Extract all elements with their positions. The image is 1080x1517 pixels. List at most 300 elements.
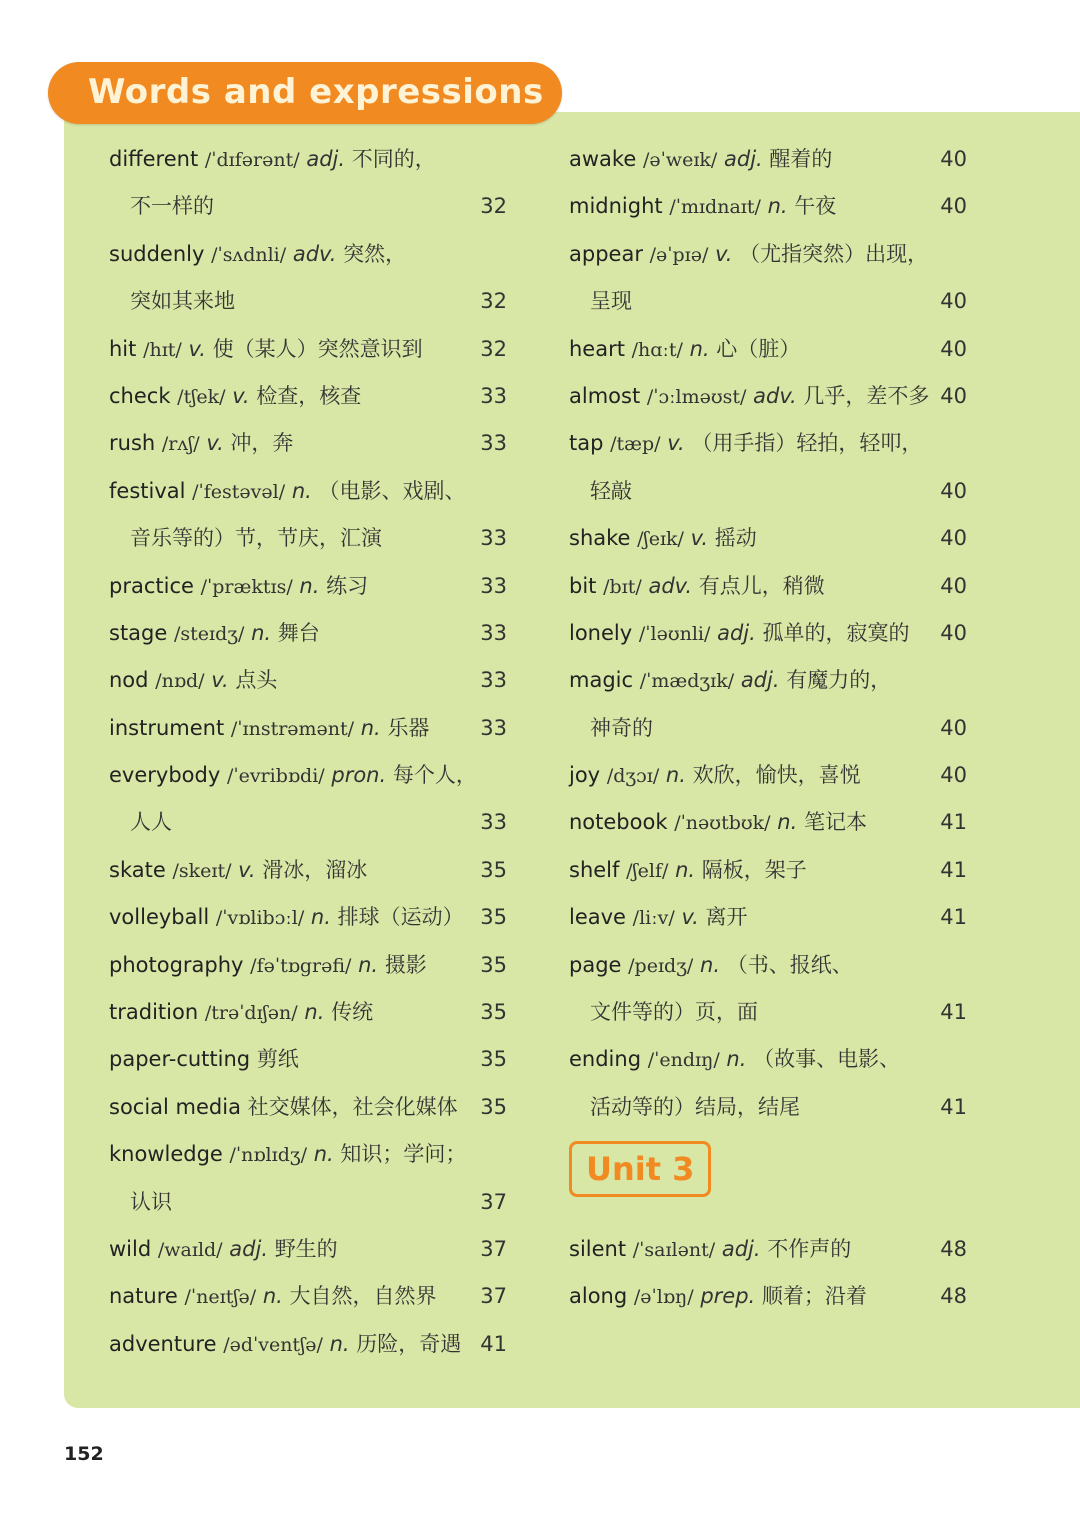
vocab-entry bbox=[569, 231, 967, 278]
entry-meaning: 有魔力的， bbox=[786, 668, 892, 693]
entry-page-ref: 41 bbox=[940, 857, 967, 882]
vocab-entry bbox=[569, 420, 967, 467]
entry-text bbox=[109, 231, 406, 279]
vocab-entry bbox=[569, 183, 967, 230]
entry-part-of-speech: n. bbox=[360, 715, 381, 740]
vocab-entry bbox=[109, 1321, 507, 1368]
entry-word: bit bbox=[569, 573, 597, 598]
entry-word: appear bbox=[569, 241, 643, 266]
entry-part-of-speech: v. bbox=[715, 241, 733, 266]
entry-word: stage bbox=[109, 620, 168, 645]
vocab-entry bbox=[109, 563, 507, 610]
entry-text bbox=[590, 468, 632, 515]
entry-page-ref: 33 bbox=[480, 573, 507, 598]
entry-continuation bbox=[569, 468, 967, 515]
entry-page-ref: 40 bbox=[940, 526, 967, 551]
entry-page-ref: 35 bbox=[480, 857, 507, 882]
vocab-entry bbox=[109, 1084, 507, 1131]
entry-text bbox=[109, 752, 477, 800]
entry-page-ref: 33 bbox=[480, 620, 507, 645]
entry-page-ref: 48 bbox=[940, 1284, 967, 1309]
entry-phonetic: /nɒd/ bbox=[155, 670, 205, 693]
vocab-entry bbox=[109, 373, 507, 420]
entry-part-of-speech: v. bbox=[690, 526, 709, 551]
entry-text bbox=[569, 657, 891, 705]
entry-continuation bbox=[109, 1179, 507, 1226]
entry-page-ref: 37 bbox=[480, 1284, 507, 1309]
entry-page-ref: 41 bbox=[940, 810, 967, 835]
entry-meaning: （电影、戏剧、 bbox=[318, 478, 466, 503]
vocab-entry bbox=[109, 1226, 507, 1273]
entry-part-of-speech: adv. bbox=[648, 573, 693, 598]
entry-phonetic: /ʃelf/ bbox=[626, 859, 669, 882]
entry-word: wild bbox=[109, 1236, 152, 1261]
entry-text bbox=[109, 989, 373, 1037]
entry-phonetic: /ˈmɪdnaɪt/ bbox=[669, 196, 761, 219]
entry-meaning: 突然， bbox=[343, 241, 407, 266]
vocab-entry bbox=[569, 894, 967, 941]
entry-phonetic: /hɪt/ bbox=[143, 338, 182, 361]
entry-word: practice bbox=[109, 573, 194, 598]
unit-heading: Unit 3 bbox=[569, 1141, 711, 1197]
entry-word: hit bbox=[109, 336, 137, 361]
entry-text bbox=[109, 847, 367, 895]
entry-meaning: 练习 bbox=[326, 573, 369, 598]
entry-text bbox=[569, 373, 929, 421]
entry-meaning: 醒着的 bbox=[769, 147, 833, 171]
entry-text bbox=[569, 894, 748, 942]
entry-meaning: 文件等的）页，面 bbox=[590, 1000, 758, 1025]
entry-meaning: 冲，奔 bbox=[230, 431, 294, 456]
entry-phonetic: /waɪld/ bbox=[157, 1238, 223, 1261]
entry-page-ref: 32 bbox=[480, 289, 507, 314]
entry-meaning: （尤指突然）出现， bbox=[739, 241, 929, 266]
entry-phonetic: /dʒɔɪ/ bbox=[606, 765, 660, 788]
entry-text bbox=[569, 183, 836, 231]
entry-text bbox=[109, 373, 361, 421]
entry-part-of-speech: v. bbox=[238, 857, 256, 882]
vocab-entry bbox=[109, 847, 507, 894]
entry-word: social media bbox=[109, 1094, 241, 1119]
entry-word: different bbox=[109, 147, 199, 171]
entry-meaning: 排球（运动） bbox=[337, 905, 464, 930]
entry-meaning: 点头 bbox=[235, 668, 278, 693]
entry-text bbox=[109, 1131, 466, 1179]
entry-meaning: 顺着；沿着 bbox=[761, 1284, 867, 1309]
entry-meaning: 笔记本 bbox=[803, 810, 867, 835]
entry-word: midnight bbox=[569, 194, 663, 219]
entry-phonetic: /steɪdʒ/ bbox=[173, 622, 245, 645]
entry-meaning: 隔板，架子 bbox=[701, 857, 807, 882]
entry-word: page bbox=[569, 952, 622, 977]
entry-word: notebook bbox=[569, 810, 668, 835]
entry-meaning: 不同的， bbox=[351, 147, 436, 171]
entry-page-ref: 37 bbox=[480, 1189, 507, 1214]
entry-part-of-speech: adj. bbox=[229, 1236, 268, 1261]
entry-phonetic: /ˈnɒlɪdʒ/ bbox=[229, 1144, 307, 1167]
entry-meaning: 滑冰，溜冰 bbox=[262, 857, 368, 882]
entry-meaning: （用手指）轻拍，轻叩， bbox=[691, 431, 923, 456]
vocab-entry bbox=[569, 326, 967, 373]
entry-page-ref: 41 bbox=[940, 905, 967, 930]
entry-word: shake bbox=[569, 526, 631, 551]
entry-meaning: 有点儿，稍微 bbox=[698, 573, 825, 598]
vocab-entry bbox=[569, 610, 967, 657]
entry-text bbox=[590, 705, 653, 752]
section-banner bbox=[48, 62, 562, 124]
entry-meaning: 突如其来地 bbox=[130, 289, 235, 314]
entry-text bbox=[130, 1179, 172, 1226]
entry-continuation bbox=[569, 1084, 967, 1131]
entry-page-ref: 40 bbox=[940, 478, 967, 503]
entry-phonetic: /ˈpræktɪs/ bbox=[200, 575, 293, 598]
entry-part-of-speech: n. bbox=[665, 763, 686, 788]
entry-page-ref: 35 bbox=[480, 1094, 507, 1119]
entry-meaning: 社交媒体，社会化媒体 bbox=[247, 1094, 458, 1119]
entry-part-of-speech: v. bbox=[188, 336, 206, 361]
entry-meaning: 神奇的 bbox=[590, 715, 653, 740]
entry-continuation bbox=[569, 989, 967, 1036]
vocab-entry bbox=[569, 942, 967, 989]
vocab-entry bbox=[569, 373, 967, 420]
entry-text bbox=[569, 1036, 900, 1084]
entry-meaning: 摄影 bbox=[384, 952, 427, 977]
entry-phonetic: /əˈlɒŋ/ bbox=[633, 1286, 694, 1309]
left-column bbox=[109, 136, 507, 1368]
vocab-entry bbox=[569, 1036, 967, 1083]
entry-part-of-speech: v. bbox=[206, 431, 224, 456]
entry-phonetic: /ˈɔːlməʊst/ bbox=[646, 385, 747, 408]
entry-word: along bbox=[569, 1284, 628, 1309]
entry-page-ref: 41 bbox=[480, 1331, 507, 1356]
entry-meaning: 心（脏） bbox=[716, 336, 801, 361]
vocab-entry bbox=[569, 657, 967, 704]
entry-word: paper-cutting bbox=[109, 1047, 251, 1072]
entry-phonetic: /ˈɪnstrəmənt/ bbox=[230, 717, 355, 740]
entry-continuation bbox=[109, 515, 507, 562]
entry-phonetic: /ˈsʌdnli/ bbox=[211, 243, 287, 266]
entry-word: magic bbox=[569, 668, 634, 693]
entry-phonetic: /trəˈdɪʃən/ bbox=[204, 1002, 298, 1025]
entry-page-ref: 35 bbox=[480, 952, 507, 977]
entry-text bbox=[569, 1273, 867, 1321]
vocab-entry bbox=[569, 752, 967, 799]
entry-part-of-speech: n. bbox=[675, 857, 696, 882]
entry-continuation bbox=[109, 799, 507, 846]
entry-meaning: 每个人， bbox=[392, 763, 477, 788]
entry-phonetic: /ˈneɪtʃə/ bbox=[184, 1286, 257, 1309]
entry-phonetic: /ˈləʊnli/ bbox=[638, 622, 711, 645]
entry-meaning: （书、报纸、 bbox=[726, 952, 853, 977]
entry-page-ref: 33 bbox=[480, 810, 507, 835]
vocab-entry bbox=[569, 847, 967, 894]
entry-phonetic: /ˈvɒlibɔːl/ bbox=[215, 907, 305, 930]
entry-page-ref: 35 bbox=[480, 1000, 507, 1025]
entry-text bbox=[109, 942, 427, 990]
page-number: 152 bbox=[64, 1443, 104, 1465]
vocab-entry bbox=[109, 1131, 507, 1178]
entry-text bbox=[569, 1226, 851, 1274]
entry-meaning: 大自然，自然界 bbox=[289, 1284, 437, 1309]
entry-phonetic: /tæp/ bbox=[610, 433, 661, 456]
vocab-entry bbox=[109, 942, 507, 989]
entry-part-of-speech: adv. bbox=[292, 241, 337, 266]
entry-meaning: 知识；学问； bbox=[340, 1142, 467, 1167]
entry-text bbox=[109, 705, 429, 753]
entry-continuation bbox=[109, 278, 507, 325]
entry-meaning: 乐器 bbox=[387, 715, 430, 740]
entry-text bbox=[590, 989, 758, 1036]
entry-text bbox=[590, 278, 632, 325]
entry-part-of-speech: n. bbox=[251, 620, 272, 645]
entry-text bbox=[130, 515, 382, 562]
entry-phonetic: /əˈweɪk/ bbox=[642, 149, 718, 171]
entry-word: lonely bbox=[569, 620, 633, 645]
vocab-entry bbox=[569, 136, 967, 183]
entry-meaning: 人人 bbox=[130, 810, 172, 835]
entry-page-ref: 33 bbox=[480, 383, 507, 408]
entry-page-ref: 37 bbox=[480, 1236, 507, 1261]
entry-text bbox=[109, 1321, 461, 1369]
entry-page-ref: 40 bbox=[940, 147, 967, 171]
entry-phonetic: /ədˈventʃə/ bbox=[223, 1333, 323, 1356]
entry-page-ref: 40 bbox=[940, 336, 967, 361]
entry-part-of-speech: n. bbox=[777, 810, 798, 835]
entry-text bbox=[569, 326, 800, 374]
vocab-entry bbox=[569, 515, 967, 562]
entry-part-of-speech: n. bbox=[689, 336, 710, 361]
entry-text bbox=[130, 278, 235, 325]
entry-text bbox=[109, 657, 277, 705]
entry-text bbox=[109, 1273, 437, 1321]
entry-page-ref: 40 bbox=[940, 194, 967, 219]
unit-heading-row bbox=[569, 1131, 967, 1226]
entry-text bbox=[109, 563, 368, 611]
entry-word: festival bbox=[109, 478, 186, 503]
entry-page-ref: 32 bbox=[480, 194, 507, 219]
entry-page-ref: 40 bbox=[940, 763, 967, 788]
entry-word: ending bbox=[569, 1047, 642, 1072]
entry-meaning: 使（某人）突然意识到 bbox=[212, 336, 423, 361]
entry-part-of-speech: v. bbox=[232, 383, 250, 408]
entry-part-of-speech: v. bbox=[211, 668, 229, 693]
entry-text bbox=[109, 1226, 338, 1274]
entry-page-ref: 32 bbox=[480, 336, 507, 361]
entry-word: suddenly bbox=[109, 241, 205, 266]
vocab-entry bbox=[569, 799, 967, 846]
entry-meaning: 舞台 bbox=[277, 620, 320, 645]
entry-meaning: 野生的 bbox=[274, 1236, 338, 1261]
entry-part-of-speech: prep. bbox=[700, 1284, 756, 1309]
entry-page-ref: 40 bbox=[940, 289, 967, 314]
entry-phonetic: /peɪdʒ/ bbox=[628, 954, 694, 977]
entry-word: leave bbox=[569, 905, 626, 930]
entry-phonetic: /ˈsaɪlənt/ bbox=[632, 1239, 716, 1261]
entry-meaning: 摇动 bbox=[714, 526, 757, 551]
entry-page-ref: 35 bbox=[480, 1047, 507, 1072]
vocab-entry bbox=[109, 657, 507, 704]
entry-text bbox=[109, 894, 464, 942]
entry-part-of-speech: n. bbox=[358, 952, 379, 977]
entry-continuation bbox=[569, 705, 967, 752]
entry-word: skate bbox=[109, 857, 166, 882]
entry-part-of-speech: n. bbox=[291, 478, 312, 503]
entry-meaning: 剪纸 bbox=[256, 1047, 299, 1072]
entry-text bbox=[590, 1084, 800, 1131]
entry-page-ref: 40 bbox=[940, 573, 967, 598]
entry-meaning: 离开 bbox=[705, 905, 748, 930]
entry-meaning: 历险，奇遇 bbox=[356, 1331, 462, 1356]
entry-part-of-speech: n. bbox=[304, 1000, 325, 1025]
entry-part-of-speech: n. bbox=[700, 952, 721, 977]
entry-phonetic: /ʃeɪk/ bbox=[637, 528, 684, 551]
entry-word: almost bbox=[569, 383, 641, 408]
entry-text bbox=[109, 420, 293, 468]
entry-phonetic: /tʃek/ bbox=[177, 385, 226, 408]
entry-meaning: 传统 bbox=[331, 1000, 374, 1025]
entry-meaning: 欢欣，愉快，喜悦 bbox=[692, 763, 861, 788]
entry-part-of-speech: n. bbox=[329, 1331, 350, 1356]
entry-part-of-speech: n. bbox=[262, 1284, 283, 1309]
entry-page-ref: 33 bbox=[480, 668, 507, 693]
vocab-entry bbox=[109, 326, 507, 373]
entry-text bbox=[109, 136, 436, 184]
entry-part-of-speech: n. bbox=[299, 573, 320, 598]
vocab-entry bbox=[109, 136, 507, 183]
entry-text bbox=[569, 942, 853, 990]
right-column bbox=[569, 136, 967, 1321]
entry-text bbox=[569, 420, 922, 468]
entry-word: silent bbox=[569, 1237, 627, 1261]
entry-part-of-speech: v. bbox=[681, 905, 699, 930]
entry-word: joy bbox=[569, 763, 601, 788]
entry-phonetic: /skeɪt/ bbox=[172, 859, 232, 882]
entry-page-ref: 40 bbox=[940, 620, 967, 645]
entry-meaning: 孤单的，寂寞的 bbox=[762, 620, 910, 645]
entry-word: check bbox=[109, 383, 171, 408]
vocab-entry bbox=[109, 1273, 507, 1320]
entry-text bbox=[109, 610, 320, 658]
entry-part-of-speech: pron. bbox=[331, 763, 387, 788]
entry-part-of-speech: adj. bbox=[721, 1237, 761, 1261]
entry-word: instrument bbox=[109, 715, 225, 740]
entry-word: nod bbox=[109, 668, 149, 693]
vocab-entry bbox=[569, 563, 967, 610]
entry-meaning: 轻敲 bbox=[590, 478, 632, 503]
entry-part-of-speech: adv. bbox=[753, 383, 797, 408]
vocab-entry bbox=[109, 468, 507, 515]
entry-meaning: 午夜 bbox=[794, 194, 837, 219]
entry-text bbox=[569, 799, 867, 847]
entry-part-of-speech: n. bbox=[313, 1142, 334, 1167]
entry-meaning: 不作声的 bbox=[767, 1237, 852, 1261]
entry-word: adventure bbox=[109, 1331, 217, 1356]
entry-text bbox=[569, 136, 832, 184]
entry-part-of-speech: adj. bbox=[724, 147, 763, 171]
entry-part-of-speech: adj. bbox=[306, 147, 346, 171]
entry-page-ref: 40 bbox=[940, 715, 967, 740]
entry-word: heart bbox=[569, 336, 625, 361]
entry-text bbox=[569, 847, 807, 895]
entry-text bbox=[569, 515, 757, 563]
entry-phonetic: /ˈnəʊtbʊk/ bbox=[674, 812, 771, 835]
vocab-entry bbox=[109, 231, 507, 278]
entry-page-ref: 48 bbox=[940, 1237, 967, 1261]
entry-page-ref: 33 bbox=[480, 715, 507, 740]
entry-meaning: 音乐等的）节，节庆，汇演 bbox=[130, 526, 382, 551]
entry-word: shelf bbox=[569, 857, 620, 882]
entry-phonetic: /fəˈtɒgrəfi/ bbox=[250, 954, 352, 977]
entry-phonetic: /əˈpɪə/ bbox=[649, 243, 709, 266]
entry-text bbox=[569, 563, 825, 611]
entry-part-of-speech: n. bbox=[767, 194, 788, 219]
entry-word: awake bbox=[569, 147, 637, 171]
entry-text bbox=[109, 468, 466, 516]
entry-meaning: 呈现 bbox=[590, 289, 632, 314]
entry-meaning: 检查，核查 bbox=[256, 383, 362, 408]
entry-part-of-speech: n. bbox=[726, 1047, 747, 1072]
entry-word: knowledge bbox=[109, 1142, 223, 1167]
vocab-entry bbox=[109, 420, 507, 467]
entry-text bbox=[109, 326, 423, 374]
vocab-entry bbox=[569, 1273, 967, 1320]
entry-phonetic: /ˈmædʒɪk/ bbox=[639, 670, 735, 693]
entry-phonetic: /ˈendɪŋ/ bbox=[647, 1049, 720, 1072]
entry-word: everybody bbox=[109, 763, 221, 788]
entry-page-ref: 35 bbox=[480, 905, 507, 930]
entry-meaning: 认识 bbox=[130, 1189, 172, 1214]
entry-part-of-speech: adj. bbox=[717, 620, 756, 645]
entry-text bbox=[569, 752, 861, 800]
entry-phonetic: /hɑːt/ bbox=[631, 338, 683, 361]
entry-word: tradition bbox=[109, 1000, 199, 1025]
entry-page-ref: 41 bbox=[940, 1094, 967, 1119]
entry-word: nature bbox=[109, 1284, 178, 1309]
entry-continuation bbox=[109, 183, 507, 230]
entry-page-ref: 41 bbox=[940, 1000, 967, 1025]
entry-phonetic: /bɪt/ bbox=[603, 575, 642, 598]
vocab-entry bbox=[109, 1036, 507, 1083]
entry-continuation bbox=[569, 278, 967, 325]
entry-part-of-speech: n. bbox=[310, 905, 331, 930]
entry-phonetic: /ˈevribɒdi/ bbox=[226, 765, 325, 788]
entry-phonetic: /ˈfestəvəl/ bbox=[192, 480, 286, 503]
entry-phonetic: /liːv/ bbox=[632, 907, 675, 930]
entry-text bbox=[109, 1084, 458, 1131]
entry-page-ref: 33 bbox=[480, 431, 507, 456]
section-title: Words and expressions bbox=[88, 72, 544, 112]
vocab-entry bbox=[109, 610, 507, 657]
entry-text bbox=[130, 183, 214, 230]
entry-meaning: 不一样的 bbox=[130, 194, 214, 219]
entry-text bbox=[569, 610, 910, 658]
entry-word: volleyball bbox=[109, 905, 210, 930]
entry-page-ref: 40 bbox=[940, 383, 967, 408]
entry-phonetic: /rʌʃ/ bbox=[161, 433, 200, 456]
entry-phonetic: /ˈdɪfərənt/ bbox=[204, 149, 300, 171]
vocab-entry bbox=[109, 705, 507, 752]
entry-text bbox=[109, 1036, 299, 1083]
vocab-entry bbox=[569, 1226, 967, 1273]
entry-page-ref: 33 bbox=[480, 526, 507, 551]
entry-part-of-speech: v. bbox=[667, 431, 685, 456]
entry-word: photography bbox=[109, 952, 244, 977]
vocab-entry bbox=[109, 894, 507, 941]
vocab-entry bbox=[109, 989, 507, 1036]
entry-word: rush bbox=[109, 431, 156, 456]
entry-text bbox=[569, 231, 928, 279]
entry-part-of-speech: adj. bbox=[740, 668, 780, 693]
